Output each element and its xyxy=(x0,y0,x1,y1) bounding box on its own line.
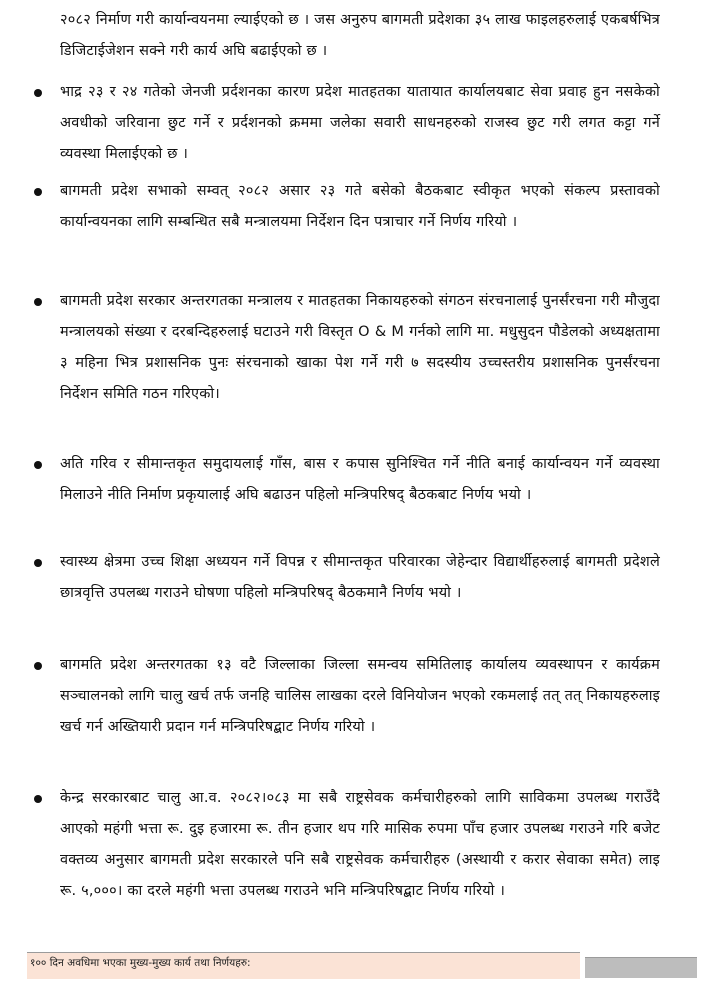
footer-bar xyxy=(27,952,580,979)
list-item xyxy=(0,547,720,609)
list-item xyxy=(0,783,720,907)
list-item-text: अति गरिव र सीमान्तकृत समुदायलाई गाँस, बास र कपास सुनिश्चित गर्ने नीति बनाई कार्यान्वयन गर्ने व्यवस्था मिलाउने नीति निर्माण प्रकृयालाई अघि बढाउन पहिलो मन्त्रिपरिषद् बैठकबाट निर्णय भयो । xyxy=(60,456,660,503)
list-item-text: केन्द्र सरकारबाट चालु आ.व. २०८२।०८३ मा सबै राष्ट्रसेवक कर्मचारीहरुको लागि साविकमा उपलब्ध गराउँदै आएको महंगी भत्ता रू. दुइ हजारमा रू. तीन हजार थप गरि मासिक रुपमा पाँच हजार उपलब्ध गराउने गरि बजेट वक्तव्य अनुसार बागमती प्रदेश सरकारले पनि सबै राष्ट्रसेवक कर्मचारीहरु (अस्थायी र करार सेवाका समेत) लाइ रू. ५,०००। का दरले महंगी भत्ता उपलब्ध गराउने भनि मन्त्रिपरिषद्बाट निर्णय गरियो । xyxy=(60,790,660,899)
bullet-icon xyxy=(34,89,42,97)
bullet-icon xyxy=(34,795,42,803)
bullet-icon xyxy=(34,662,42,670)
bullet-icon xyxy=(34,461,42,469)
list-item-text: भाद्र २३ र २४ गतेको जेनजी प्रर्दशनका कारण प्रदेश मातहतका यातायात कार्यालयबाट सेवा प्रवाह हुन नसकेको अवधीको जरिवाना छुट गर्ने र प्रर्दशनको क्रममा जलेका सवारी साधनहरुको राजस्व छुट गरी लगत कट्टा गर्ने व्यवस्था मिलाईएको छ । xyxy=(60,84,660,162)
bullet-icon xyxy=(34,298,42,306)
list-item-text: स्वास्थ्य क्षेत्रमा उच्च शिक्षा अध्ययन गर्ने विपन्न र सीमान्तकृत परिवारका जेहेन्दार विद्यार्थीहरुलाई बागमती प्रदेशले छात्रवृत्ति उपलब्ध गराउने घोषणा पहिलो मन्त्रिपरिषद् बैठकमानै निर्णय भयो । xyxy=(60,554,660,601)
list-item xyxy=(0,449,720,511)
bullet-icon xyxy=(34,559,42,567)
list-item-text: बागमती प्रदेश सभाको सम्वत् २०८२ असार २३ गते बसेको बैठकबाट स्वीकृत भएको संकल्प प्रस्तावको कार्यान्वयनका लागि सम्बन्धित सबै मन्त्रालयमा निर्देशन दिन पत्राचार गर्ने निर्णय गरियो । xyxy=(60,183,660,230)
list-item-text: बागमती प्रदेश सरकार अन्तरगतका मन्त्रालय र मातहतका निकायहरुको संगठन संरचनालाई पुनर्संरचना गरी मौजुदा मन्त्रालयको संख्या र दरबन्दिहरुलाई घटाउने गरी विस्तृत O & M गर्नको लागि मा. मधुसुदन पौडेलको अध्यक्षतामा ३ महिना भित्र प्रशासनिक पुनः संरचनाको खाका पेश गर्ने गरी ७ सदस्यीय उच्चस्तरीय प्रशासनिक पुनर्संरचना निर्देशन समिति गठन गरिएको। xyxy=(60,293,660,402)
intro-paragraph: २०८२ निर्माण गरी कार्यान्वयनमा ल्याईएको छ । जस अनुरुप बागमती प्रदेशका ३५ लाख फाइलहरुलाई एकबर्षभित्र डिजिटाईजेशन सक्ने गरी कार्य अघि बढाईएको छ । xyxy=(60,12,660,59)
list-item xyxy=(0,650,720,743)
list-item-text: बागमति प्रदेश अन्तरगतका १३ वटै जिल्लाका जिल्ला समन्वय समितिलाइ कार्यालय व्यवस्थापन र कार्यक्रम सञ्चालनको लागि चालु खर्च तर्फ जनहि चालिस लाखका दरले विनियोजन भएको रकमलाई तत् तत् निकायहरुलाइ खर्च गर्न अख्तियारी प्रदान गर्न मन्त्रिपरिषद्बाट निर्णय गरियो । xyxy=(60,657,660,735)
bullet-icon xyxy=(34,188,42,196)
list-item xyxy=(0,77,720,170)
list-item xyxy=(0,286,720,410)
footer-label: १०० दिन अवधिमा भएका मुख्य-मुख्य कार्य तथा निर्णयहरु: xyxy=(30,957,251,969)
list-item xyxy=(0,176,720,238)
footer-page-box xyxy=(585,957,697,978)
